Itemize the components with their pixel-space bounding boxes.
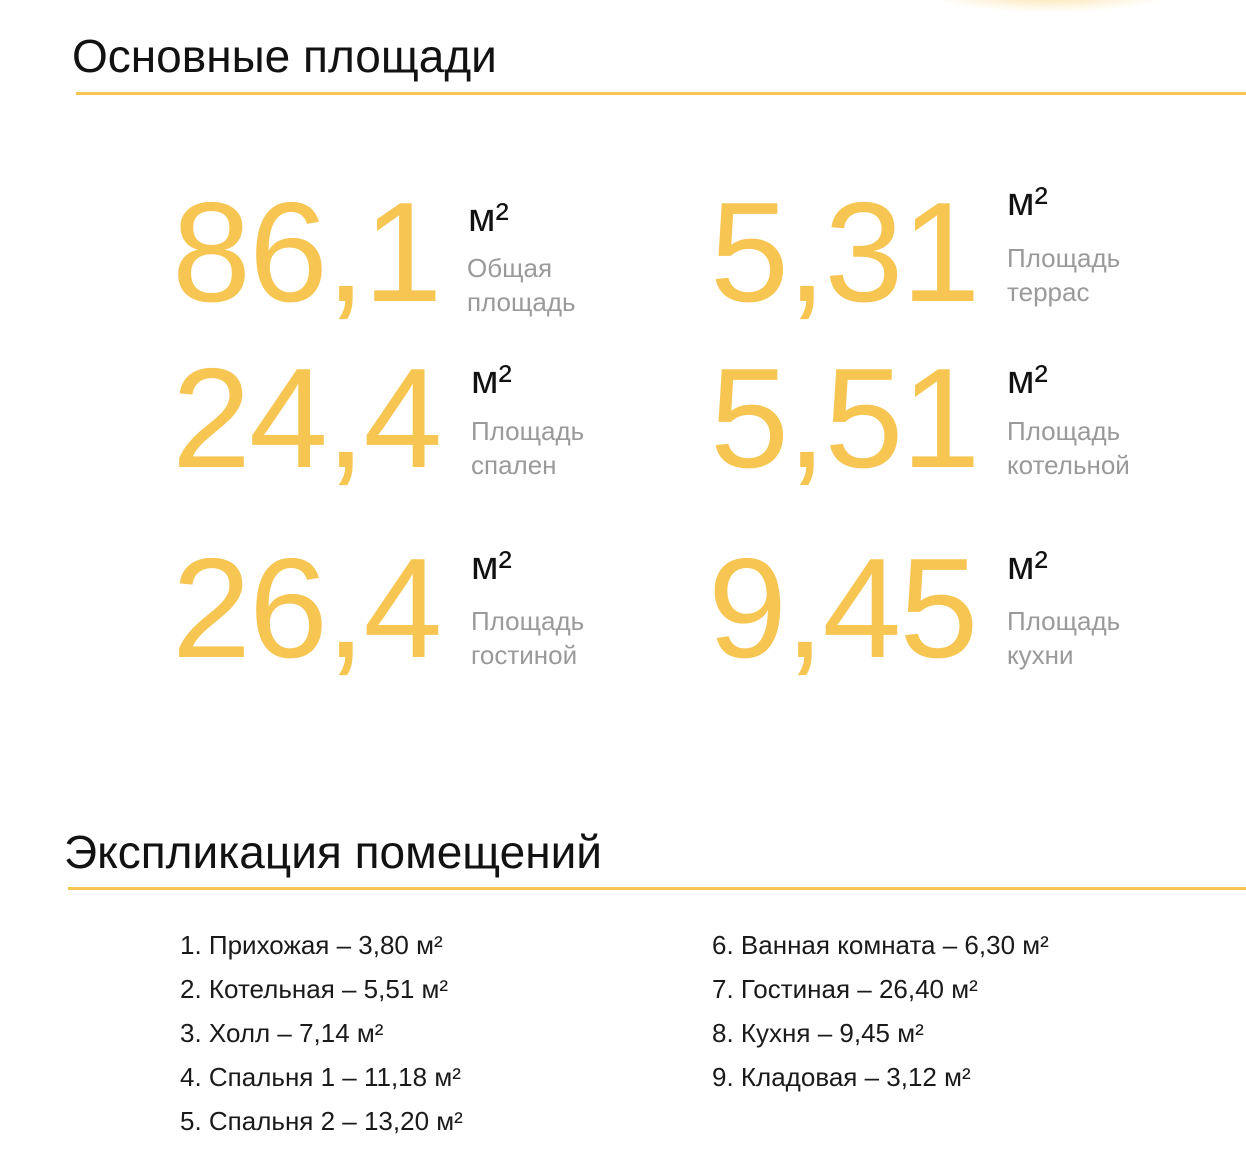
stat-kitchen-area xyxy=(708,529,1168,688)
stat-label xyxy=(467,251,637,319)
room-item: 6. Ванная комната – 6,30 м² xyxy=(712,930,1049,960)
stat-unit: м² xyxy=(471,358,512,402)
stat-bedrooms-area xyxy=(172,339,612,498)
room-item: 2. Котельная – 5,51 м² xyxy=(180,974,449,1004)
stat-label-line2: кухни xyxy=(1007,640,1074,670)
stat-unit: м² xyxy=(471,544,512,588)
stat-label-line2: гостиной xyxy=(471,640,578,670)
stat-label-line2: котельной xyxy=(1007,450,1130,480)
stat-label xyxy=(1007,241,1177,309)
stat-terrace-area xyxy=(710,173,1170,332)
room-item: 8. Кухня – 9,45 м² xyxy=(712,1018,924,1048)
stat-value: 5,31 xyxy=(710,173,979,332)
stat-value: 26,4 xyxy=(172,529,441,688)
decorative-glow xyxy=(930,0,1170,12)
stat-label-line2: спален xyxy=(471,450,557,480)
stat-label-line1: Площадь xyxy=(471,606,585,636)
stat-unit: м² xyxy=(1007,180,1048,224)
stat-value: 24,4 xyxy=(172,339,441,498)
stat-living-room-area xyxy=(172,529,612,688)
section-title-main-areas: Основные площади xyxy=(72,30,497,82)
room-item: 1. Прихожая – 3,80 м² xyxy=(180,930,443,960)
divider-main-areas xyxy=(76,92,1246,95)
stat-label xyxy=(471,604,641,672)
stat-total-area xyxy=(172,173,612,332)
room-item: 4. Спальня 1 – 11,18 м² xyxy=(180,1062,461,1092)
rooms-list-right xyxy=(712,923,1049,1099)
stat-boiler-room-area xyxy=(710,339,1190,498)
stat-label-line2: площадь xyxy=(467,287,576,317)
stat-value: 5,51 xyxy=(710,339,979,498)
stat-label xyxy=(1007,414,1177,482)
stat-label-line2: террас xyxy=(1007,277,1090,307)
stat-label-line1: Площадь xyxy=(1007,243,1121,273)
room-item: 3. Холл – 7,14 м² xyxy=(180,1018,384,1048)
room-item: 7. Гостиная – 26,40 м² xyxy=(712,974,978,1004)
stat-label-line1: Общая xyxy=(467,253,553,283)
stat-label-line1: Площадь xyxy=(1007,416,1121,446)
room-item: 9. Кладовая – 3,12 м² xyxy=(712,1062,971,1092)
stat-label-line1: Площадь xyxy=(1007,606,1121,636)
stat-value: 86,1 xyxy=(172,173,441,332)
section-title-explication: Экспликация помещений xyxy=(64,826,603,878)
stat-unit: м² xyxy=(1007,544,1048,588)
room-item: 5. Спальня 2 – 13,20 м² xyxy=(180,1106,463,1136)
stat-unit: м² xyxy=(1007,358,1048,402)
stat-label xyxy=(471,414,641,482)
stat-label xyxy=(1007,604,1177,672)
stat-unit: м² xyxy=(468,196,509,240)
rooms-list-left xyxy=(180,923,463,1143)
divider-explication xyxy=(68,887,1246,890)
stat-value: 9,45 xyxy=(708,529,977,688)
stat-label-line1: Площадь xyxy=(471,416,585,446)
